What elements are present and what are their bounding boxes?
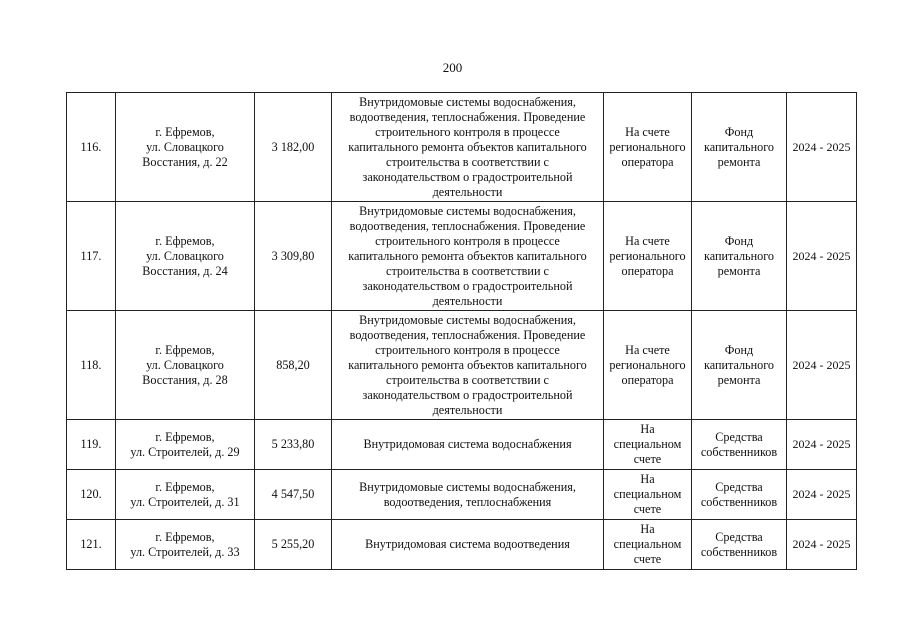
work-description-cell: Внутридомовая система водоотведения	[332, 520, 604, 570]
funding-source-cell: Фонд капитального ремонта	[692, 202, 787, 311]
work-description-cell: Внутридомовые системы водоснабжения, водоотведения, теплоснабжения	[332, 470, 604, 520]
work-description-cell: Внутридомовые системы водоснабжения, водоотведения, теплоснабжения. Проведение строительного контроля в процессе капитального ремонта объектов капитального строительства в соответствии с законодательством о градостроительной деятельности	[332, 93, 604, 202]
address-cell: г. Ефремов, ул. Строителей, д. 29	[116, 420, 255, 470]
row-number: 117.	[67, 202, 116, 311]
row-number: 116.	[67, 93, 116, 202]
account-cell: На специальном счете	[604, 520, 692, 570]
account-cell: На специальном счете	[604, 420, 692, 470]
address-cell: г. Ефремов, ул. Строителей, д. 33	[116, 520, 255, 570]
address-cell: г. Ефремов, ул. Словацкого Восстания, д. 28	[116, 311, 255, 420]
account-cell: На счете регионального оператора	[604, 311, 692, 420]
cost-cell: 5 233,80	[255, 420, 332, 470]
work-description-cell: Внутридомовые системы водоснабжения, водоотведения, теплоснабжения. Проведение строительного контроля в процессе капитального ремонта объектов капитального строительства в соответствии с законодательством о градостроительной деятельности	[332, 311, 604, 420]
funding-source-cell: Фонд капитального ремонта	[692, 93, 787, 202]
table-row	[67, 420, 857, 470]
funding-source-cell: Средства собственников	[692, 520, 787, 570]
account-cell: На счете регионального оператора	[604, 93, 692, 202]
period-cell: 2024 - 2025	[787, 311, 857, 420]
account-cell: На специальном счете	[604, 470, 692, 520]
cost-cell: 3 182,00	[255, 93, 332, 202]
cost-cell: 3 309,80	[255, 202, 332, 311]
funding-source-cell: Фонд капитального ремонта	[692, 311, 787, 420]
cost-cell: 5 255,20	[255, 520, 332, 570]
table-row	[67, 202, 857, 311]
funding-source-cell: Средства собственников	[692, 470, 787, 520]
row-number: 118.	[67, 311, 116, 420]
cost-cell: 4 547,50	[255, 470, 332, 520]
table-row	[67, 93, 857, 202]
row-number: 119.	[67, 420, 116, 470]
row-number: 121.	[67, 520, 116, 570]
work-description-cell: Внутридомовые системы водоснабжения, водоотведения, теплоснабжения. Проведение строительного контроля в процессе капитального ремонта объектов капитального строительства в соответствии с законодательством о градостроительной деятельности	[332, 202, 604, 311]
address-cell: г. Ефремов, ул. Словацкого Восстания, д. 24	[116, 202, 255, 311]
table-row	[67, 470, 857, 520]
account-cell: На счете регионального оператора	[604, 202, 692, 311]
cost-cell: 858,20	[255, 311, 332, 420]
address-cell: г. Ефремов, ул. Строителей, д. 31	[116, 470, 255, 520]
period-cell: 2024 - 2025	[787, 420, 857, 470]
table-row	[67, 520, 857, 570]
period-cell: 2024 - 2025	[787, 202, 857, 311]
work-description-cell: Внутридомовая система водоснабжения	[332, 420, 604, 470]
period-cell: 2024 - 2025	[787, 93, 857, 202]
repair-schedule-table	[66, 92, 857, 570]
funding-source-cell: Средства собственников	[692, 420, 787, 470]
row-number: 120.	[67, 470, 116, 520]
period-cell: 2024 - 2025	[787, 520, 857, 570]
period-cell: 2024 - 2025	[787, 470, 857, 520]
page-number: 200	[442, 60, 463, 75]
table-row	[67, 311, 857, 420]
address-cell: г. Ефремов, ул. Словацкого Восстания, д. 22	[116, 93, 255, 202]
